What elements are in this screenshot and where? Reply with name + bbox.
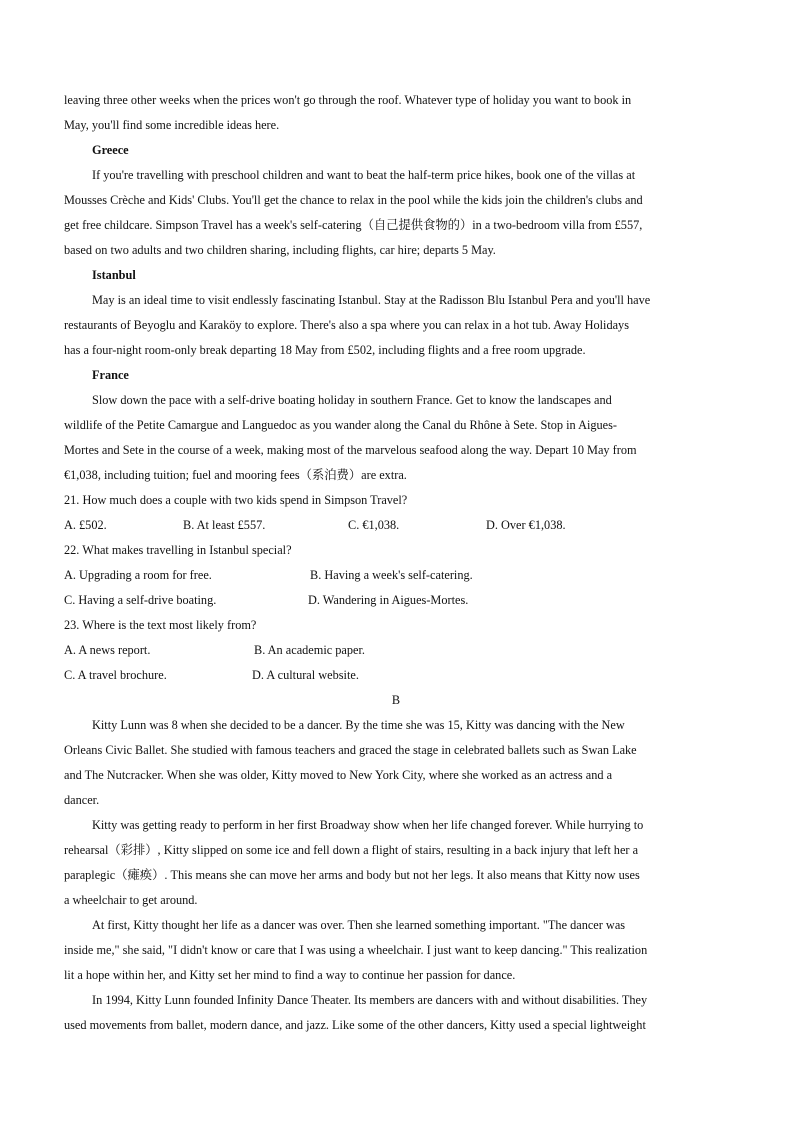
text-line: Slow down the pace with a self-drive boating holiday in southern France. Get to know the landscapes and	[92, 393, 612, 407]
paragraph	[64, 813, 728, 913]
paragraph	[64, 913, 728, 988]
option-c: C. Having a self-drive boating.	[64, 593, 217, 607]
text-line: and The Nutcracker. When she was older, Kitty moved to New York City, where she worked as an actress and a	[64, 768, 613, 782]
text-line: At first, Kitty thought her life as a dancer was over. Then she learned something important. "The dancer was	[92, 918, 626, 932]
paragraph	[64, 713, 728, 813]
text-line: inside me," she said, "I didn't know or care that I was using a wheelchair. I just want to keep dancing." This realization	[64, 943, 648, 957]
passage-a-intro	[64, 88, 728, 138]
text-line: Orleans Civic Ballet. She studied with famous teachers and graced the stage in celebrated ballets such as Swan Lake	[64, 743, 637, 757]
text-line: €1,038, including tuition; fuel and mooring fees（系泊费）are extra.	[64, 468, 407, 482]
text-line: restaurants of Beyoglu and Karaköy to explore. There's also a spa where you can relax in a hot tub. Away Holidays	[64, 318, 629, 332]
text-line: If you're travelling with preschool children and want to beat the half-term price hikes, book one of the villas at	[92, 168, 636, 182]
section-france	[64, 363, 728, 488]
document-page	[64, 88, 728, 1038]
paragraph	[64, 988, 728, 1038]
option-a: A. £502.	[64, 518, 107, 532]
option-c: C. €1,038.	[348, 518, 400, 532]
section-istanbul	[64, 263, 728, 363]
text-line: paraplegic（瘫痪）. This means she can move her arms and body but not her legs. It also means that Kitty now uses	[64, 868, 640, 882]
question-21	[64, 488, 728, 538]
text-line: a wheelchair to get around.	[64, 893, 198, 907]
text-line: leaving three other weeks when the prices won't go through the roof. Whatever type of holiday you want to book in	[64, 93, 632, 107]
text-line: get free childcare. Simpson Travel has a week's self-catering（自己提供食物的）in a two-bedroom villa from £557,	[64, 218, 643, 232]
option-a: A. A news report.	[64, 643, 151, 657]
section-greece	[64, 138, 728, 263]
text-line: Kitty Lunn was 8 when she decided to be a dancer. By the time she was 15, Kitty was dancing with the New	[92, 718, 625, 732]
question-23	[64, 613, 728, 688]
text-line: May is an ideal time to visit endlessly fascinating Istanbul. Stay at the Radisson Blu Istanbul Pera and you'll have	[92, 293, 651, 307]
text-line: rehearsal（彩排）, Kitty slipped on some ice and fell down a flight of stairs, resulting in a back injury that left her a	[64, 843, 639, 857]
option-d: D. A cultural website.	[252, 668, 359, 682]
options-row	[64, 663, 728, 688]
options-row	[64, 563, 728, 588]
option-d: D. Over €1,038.	[486, 518, 566, 532]
text-line: wildlife of the Petite Camargue and Languedoc as you wander along the Canal du Rhône à Sete. Stop in Aigues-	[64, 418, 617, 432]
option-a: A. Upgrading a room for free.	[64, 568, 212, 582]
text-line: used movements from ballet, modern dance, and jazz. Like some of the other dancers, Kitty used a special lightweight	[64, 1018, 646, 1032]
section-heading: Istanbul	[92, 268, 136, 282]
option-b: B. Having a week's self-catering.	[310, 568, 473, 582]
section-heading: France	[92, 368, 129, 382]
text-line: In 1994, Kitty Lunn founded Infinity Dance Theater. Its members are dancers with and without disabilities. They	[92, 993, 648, 1007]
question-stem: 23. Where is the text most likely from?	[64, 618, 257, 632]
text-line: Mortes and Sete in the course of a week, making most of the marvelous seafood along the way. Depart 10 May from	[64, 443, 637, 457]
option-d: D. Wandering in Aigues-Mortes.	[308, 593, 469, 607]
question-22	[64, 538, 728, 613]
question-stem: 21. How much does a couple with two kids spend in Simpson Travel?	[64, 493, 408, 507]
passage-b	[64, 688, 728, 1038]
question-stem: 22. What makes travelling in Istanbul special?	[64, 543, 292, 557]
section-heading: Greece	[92, 143, 129, 157]
option-b: B. An academic paper.	[254, 643, 365, 657]
text-line: based on two adults and two children sharing, including flights, car hire; departs 5 May.	[64, 243, 496, 257]
text-line: dancer.	[64, 793, 100, 807]
text-line: lit a hope within her, and Kitty set her mind to find a way to continue her passion for dance.	[64, 968, 516, 982]
text-line: Mousses Crèche and Kids' Clubs. You'll get the chance to relax in the pool while the kids join the children's clubs and	[64, 193, 643, 207]
option-b: B. At least £557.	[183, 518, 266, 532]
options-row	[64, 588, 728, 613]
options-row	[64, 513, 728, 538]
text-line: May, you'll find some incredible ideas here.	[64, 118, 280, 132]
option-c: C. A travel brochure.	[64, 668, 167, 682]
passage-label: B	[391, 693, 401, 707]
options-row	[64, 638, 728, 663]
text-line: Kitty was getting ready to perform in her first Broadway show when her life changed forever. While hurrying to	[92, 818, 644, 832]
text-line: has a four-night room-only break departing 18 May from £502, including flights and a free room upgrade.	[64, 343, 586, 357]
